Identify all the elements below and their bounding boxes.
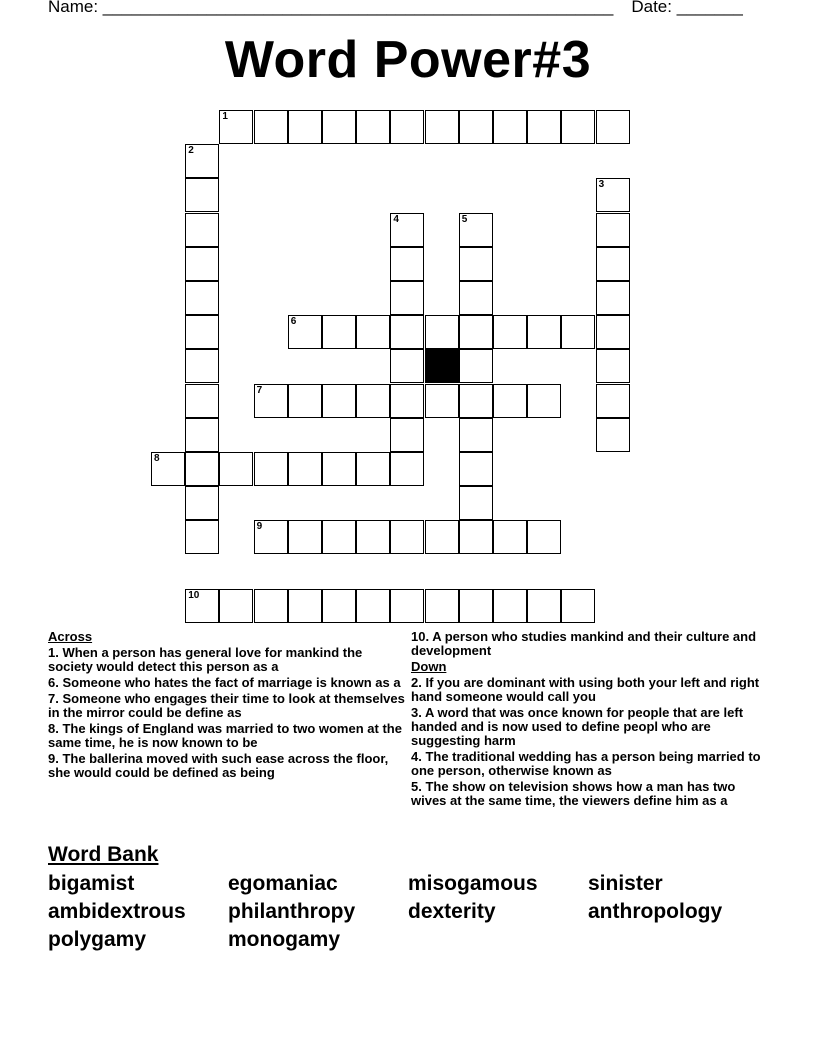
grid-cell[interactable] [390,452,424,486]
grid-cell[interactable] [459,486,493,520]
grid-cell[interactable] [561,315,595,349]
word-bank-item: misogamous [408,872,538,895]
grid-cell[interactable] [356,589,390,623]
grid-cell[interactable] [493,315,527,349]
across-clue-6: 6. Someone who hates the fact of marriage is known as a [48,675,401,690]
word-bank-item: monogamy [228,928,341,951]
grid-cell[interactable] [596,315,630,349]
across-clue-1: 1. When a person has general love for mankind the society would detect this person as a [48,645,363,674]
grid-cell[interactable] [596,247,630,281]
grid-cell[interactable] [288,589,322,623]
cell-number: 2 [188,145,194,157]
grid-cell[interactable] [185,247,219,281]
grid-cell[interactable] [185,418,219,452]
grid-cell[interactable] [185,213,219,247]
grid-cell[interactable] [356,315,390,349]
cell-number: 5 [461,213,468,225]
word-bank-item: anthropology [588,900,723,923]
grid-cell[interactable] [459,418,493,452]
grid-cell[interactable] [493,589,527,623]
down-clue-2: 2. If you are dominant with using both your left and right hand someone would call you [411,675,760,704]
grid-cell[interactable] [596,110,630,144]
cell-number: 10 [188,589,200,601]
word-bank [48,872,788,952]
grid-cell[interactable] [356,384,390,418]
grid-cell[interactable] [596,178,630,212]
grid-cell[interactable] [390,110,424,144]
grid-cell[interactable] [459,315,493,349]
grid-cell[interactable] [425,315,459,349]
word-bank-item: sinister [588,872,663,895]
grid-cell[interactable] [527,110,561,144]
word-bank-item: bigamist [48,872,135,895]
grid-cell[interactable] [596,418,630,452]
grid-cell[interactable] [356,520,390,554]
grid-cell[interactable] [185,349,219,383]
grid-cell[interactable] [185,486,219,520]
grid-cell[interactable] [254,384,288,418]
cell-number: 4 [393,213,399,225]
grid-cell[interactable] [425,589,459,623]
grid-cell[interactable] [185,452,219,486]
word-bank-item: dexterity [408,900,496,923]
word-bank-item: philanthropy [228,900,356,923]
grid-cell[interactable] [254,520,288,554]
word-bank-item: ambidextrous [48,900,186,923]
grid-cell[interactable] [219,452,253,486]
clues-left-column [48,628,408,780]
grid-cell[interactable] [459,213,493,247]
grid-cell[interactable] [185,520,219,554]
word-bank-title: Word Bank [48,843,159,866]
word-bank-item: egomaniac [228,872,338,895]
down-clue-4: 4. The traditional wedding has a person being married to one person, otherwise known as [411,749,761,778]
word-bank-item: polygamy [48,928,147,951]
grid-cell[interactable] [254,452,288,486]
grid-cell[interactable] [561,110,595,144]
grid-cell[interactable] [288,452,322,486]
clues-right-column [411,628,761,808]
cell-number: 8 [154,453,160,464]
grid-cell[interactable] [493,110,527,144]
grid-cell[interactable] [527,520,561,554]
grid-cell[interactable] [459,452,493,486]
grid-cell[interactable] [322,520,356,554]
page-title: Word Power#3 [224,31,592,89]
grid-cell[interactable] [390,247,424,281]
grid-cell[interactable] [459,589,493,623]
grid-cell[interactable] [185,384,219,418]
across-heading: Across [48,629,93,644]
across-clue-9: 9. The ballerina moved with such ease across the floor, she would could be defined as being [48,751,389,780]
grid-cell[interactable] [390,384,424,418]
grid-cell[interactable] [356,110,390,144]
grid-cell[interactable] [459,247,493,281]
grid-cell[interactable] [288,110,322,144]
across-clue-7: 7. Someone who engages their time to look at themselves in the mirror could be define as [48,691,405,720]
grid-cell[interactable] [390,349,424,383]
grid-cell[interactable] [459,520,493,554]
grid-cell[interactable] [459,349,493,383]
down-heading: Down [411,659,447,674]
across-clue-10: 10. A person who studies mankind and their culture and development [411,629,757,658]
grid-cell[interactable] [390,315,424,349]
grid-cell[interactable] [493,520,527,554]
grid-cell[interactable] [527,315,561,349]
grid-cell[interactable] [596,384,630,418]
grid-cell[interactable] [322,384,356,418]
grid-cell[interactable] [185,178,219,212]
cell-number: 6 [290,316,297,328]
grid-cell[interactable] [288,384,322,418]
grid-cell[interactable] [322,452,356,486]
grid-cell[interactable] [596,213,630,247]
grid-cell[interactable] [219,110,253,144]
grid-cell[interactable] [425,520,459,554]
grid-cell[interactable] [459,110,493,144]
grid-cell[interactable] [390,520,424,554]
cell-number: 1 [222,111,228,122]
grid-cell[interactable] [561,589,595,623]
grid-cell[interactable] [322,315,356,349]
grid-cell[interactable] [390,281,424,315]
grid-cell[interactable] [219,589,253,623]
black-cell [425,349,459,383]
grid-cell[interactable] [254,110,288,144]
name-field-label: Name: ______________________________________________________ [48,0,614,16]
grid-cell[interactable] [527,384,561,418]
grid-cell[interactable] [390,589,424,623]
down-clue-5: 5. The show on television shows how a man has two wives at the same time, the viewers define him as a [411,779,736,808]
grid-cell[interactable] [356,452,390,486]
grid-cell[interactable] [185,144,219,178]
grid-cell[interactable] [288,520,322,554]
grid-cell[interactable] [596,349,630,383]
grid-cell[interactable] [185,589,219,623]
grid-cell[interactable] [390,418,424,452]
grid-cell[interactable] [322,589,356,623]
grid-cell[interactable] [185,315,219,349]
grid-cell[interactable] [322,110,356,144]
down-clue-3: 3. A word that was once known for people that are left handed and is now used to define peopl who are suggesting harm [411,705,744,748]
grid-cell[interactable] [459,281,493,315]
grid-cell[interactable] [527,589,561,623]
grid-cell[interactable] [185,281,219,315]
grid-cell[interactable] [288,315,322,349]
grid-cell[interactable] [151,452,185,486]
grid-cell[interactable] [596,281,630,315]
grid-cell[interactable] [459,384,493,418]
grid-cell[interactable] [493,384,527,418]
date-field-label: Date: _______ [631,0,743,16]
grid-cell[interactable] [425,384,459,418]
cell-number: 9 [256,521,263,533]
across-clue-8: 8. The kings of England was married to two women at the same time, he is now known to be [48,721,402,750]
grid-cell[interactable] [390,213,424,247]
cell-number: 7 [256,384,263,396]
grid-cell[interactable] [425,110,459,144]
grid-cell[interactable] [254,589,288,623]
cell-number: 3 [598,179,605,191]
